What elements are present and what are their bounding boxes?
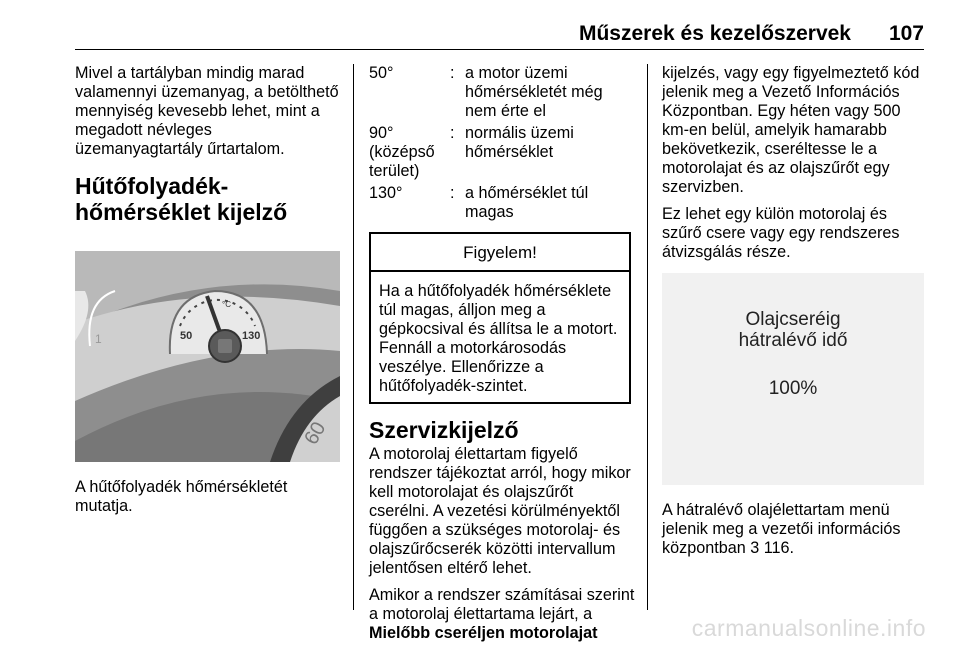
- coolant-gauge-image: [75, 251, 340, 462]
- coolant-heading: Hűtőfolyadék-hőmérséklet kijelző: [75, 173, 288, 225]
- service-paragraph-1: A motorolaj élettartam figyelő rendszer tájékoztat arról, hogy mikor kell motorolajat és olajszűrőt cserélni. A vezetési körülményektől függően a szükséges motorolaj- és olajszűrőcserék közötti intervallum jelentősen eltérő lehet.: [369, 445, 631, 577]
- header-rule: [75, 49, 924, 50]
- service-paragraph-2-text: Amikor a rendszer számításai szerint a motorolaj élettartama lejárt, a: [369, 586, 635, 623]
- temperature-description: normális üzemi hőmérséklet: [465, 124, 574, 161]
- gauge-caption: A hűtőfolyadék hőmérsékletét mutatja.: [75, 478, 288, 515]
- temperature-value: 90° (középső terület): [369, 124, 435, 180]
- warning-text: Ha a hűtőfolyadék hőmérséklete túl magas, álljon meg a gépkocsival és állítsa le a motort. Fennáll a motorkárosodás veszélye. Ellenőrizze a hűtőfolyadék-szintet.: [379, 282, 618, 395]
- temperature-value: 50°: [369, 64, 394, 82]
- page-title: Műszerek és kezelőszervek: [578, 22, 851, 45]
- service-paragraph-2: [369, 586, 635, 643]
- temperature-row: [369, 124, 635, 181]
- column3-paragraph-3-text: A hátralévő olajélettartam menü jelenik meg a vezetői információs központban: [662, 501, 901, 557]
- temperature-separator: :: [450, 64, 455, 82]
- temperature-description: a hőmérséklet túl magas: [465, 184, 589, 221]
- intro-paragraph: Mivel a tartályban mindig marad valamennyi üzemanyag, a betölthető mennyiség kevesebb lehet, mint a megadott névleges üzemanyagtartály űrtartalom.: [75, 64, 339, 158]
- page-reference-icon: 3: [750, 539, 760, 557]
- gauge-label-speed: 60: [300, 418, 331, 449]
- column-2: [369, 64, 635, 651]
- warning-title: Figyelem!: [371, 234, 629, 272]
- watermark: carmanualsonline.info: [691, 615, 926, 641]
- page-number: 107: [888, 22, 924, 45]
- oil-life-display: [662, 273, 924, 485]
- oil-life-title: [662, 309, 924, 351]
- column-divider-1: [353, 64, 354, 610]
- oil-life-percent: 100%: [768, 378, 818, 399]
- oil-life-title-line1: Olajcseréig: [745, 309, 841, 330]
- gauge-label-low: 50: [180, 330, 193, 342]
- gauge-label-unit: °C: [222, 300, 231, 309]
- svg-text:1: 1: [95, 332, 102, 346]
- service-heading: Szervizkijelző: [369, 417, 519, 443]
- temperature-separator: :: [450, 124, 455, 142]
- gauge-label-high: 130: [242, 330, 261, 342]
- temperature-value: 130°: [369, 184, 403, 202]
- page-reference[interactable]: 116.: [763, 539, 795, 557]
- service-message-bold: Mielőbb cseréljen motorolajat: [369, 624, 598, 642]
- warning-box: [369, 232, 631, 404]
- column-3: [662, 64, 928, 566]
- temperature-separator: :: [450, 184, 455, 202]
- temperature-row: [369, 184, 635, 222]
- temperature-row: [369, 64, 635, 121]
- temperature-list: [369, 64, 635, 222]
- column3-paragraph-3: [662, 501, 928, 558]
- oil-life-title-line2: hátralévő idő: [738, 330, 848, 351]
- column-1: [75, 64, 341, 524]
- temperature-description: a motor üzemi hőmérsékletét még nem érte el: [465, 64, 603, 120]
- column3-paragraph-2: Ez lehet egy külön motorolaj és szűrő csere vagy egy rendszeres átvizsgálás része.: [662, 205, 900, 261]
- column3-paragraph-1: kijelzés, vagy egy figyelmeztető kód jelenik meg a Vezető Információs Központban. Egy héten vagy 500 km-en belül, amelyik hamarabb bekövetkezik, cseréltesse le a motorolajat és az olajszűrőt egy szervizben.: [662, 64, 920, 196]
- column-divider-2: [647, 64, 648, 610]
